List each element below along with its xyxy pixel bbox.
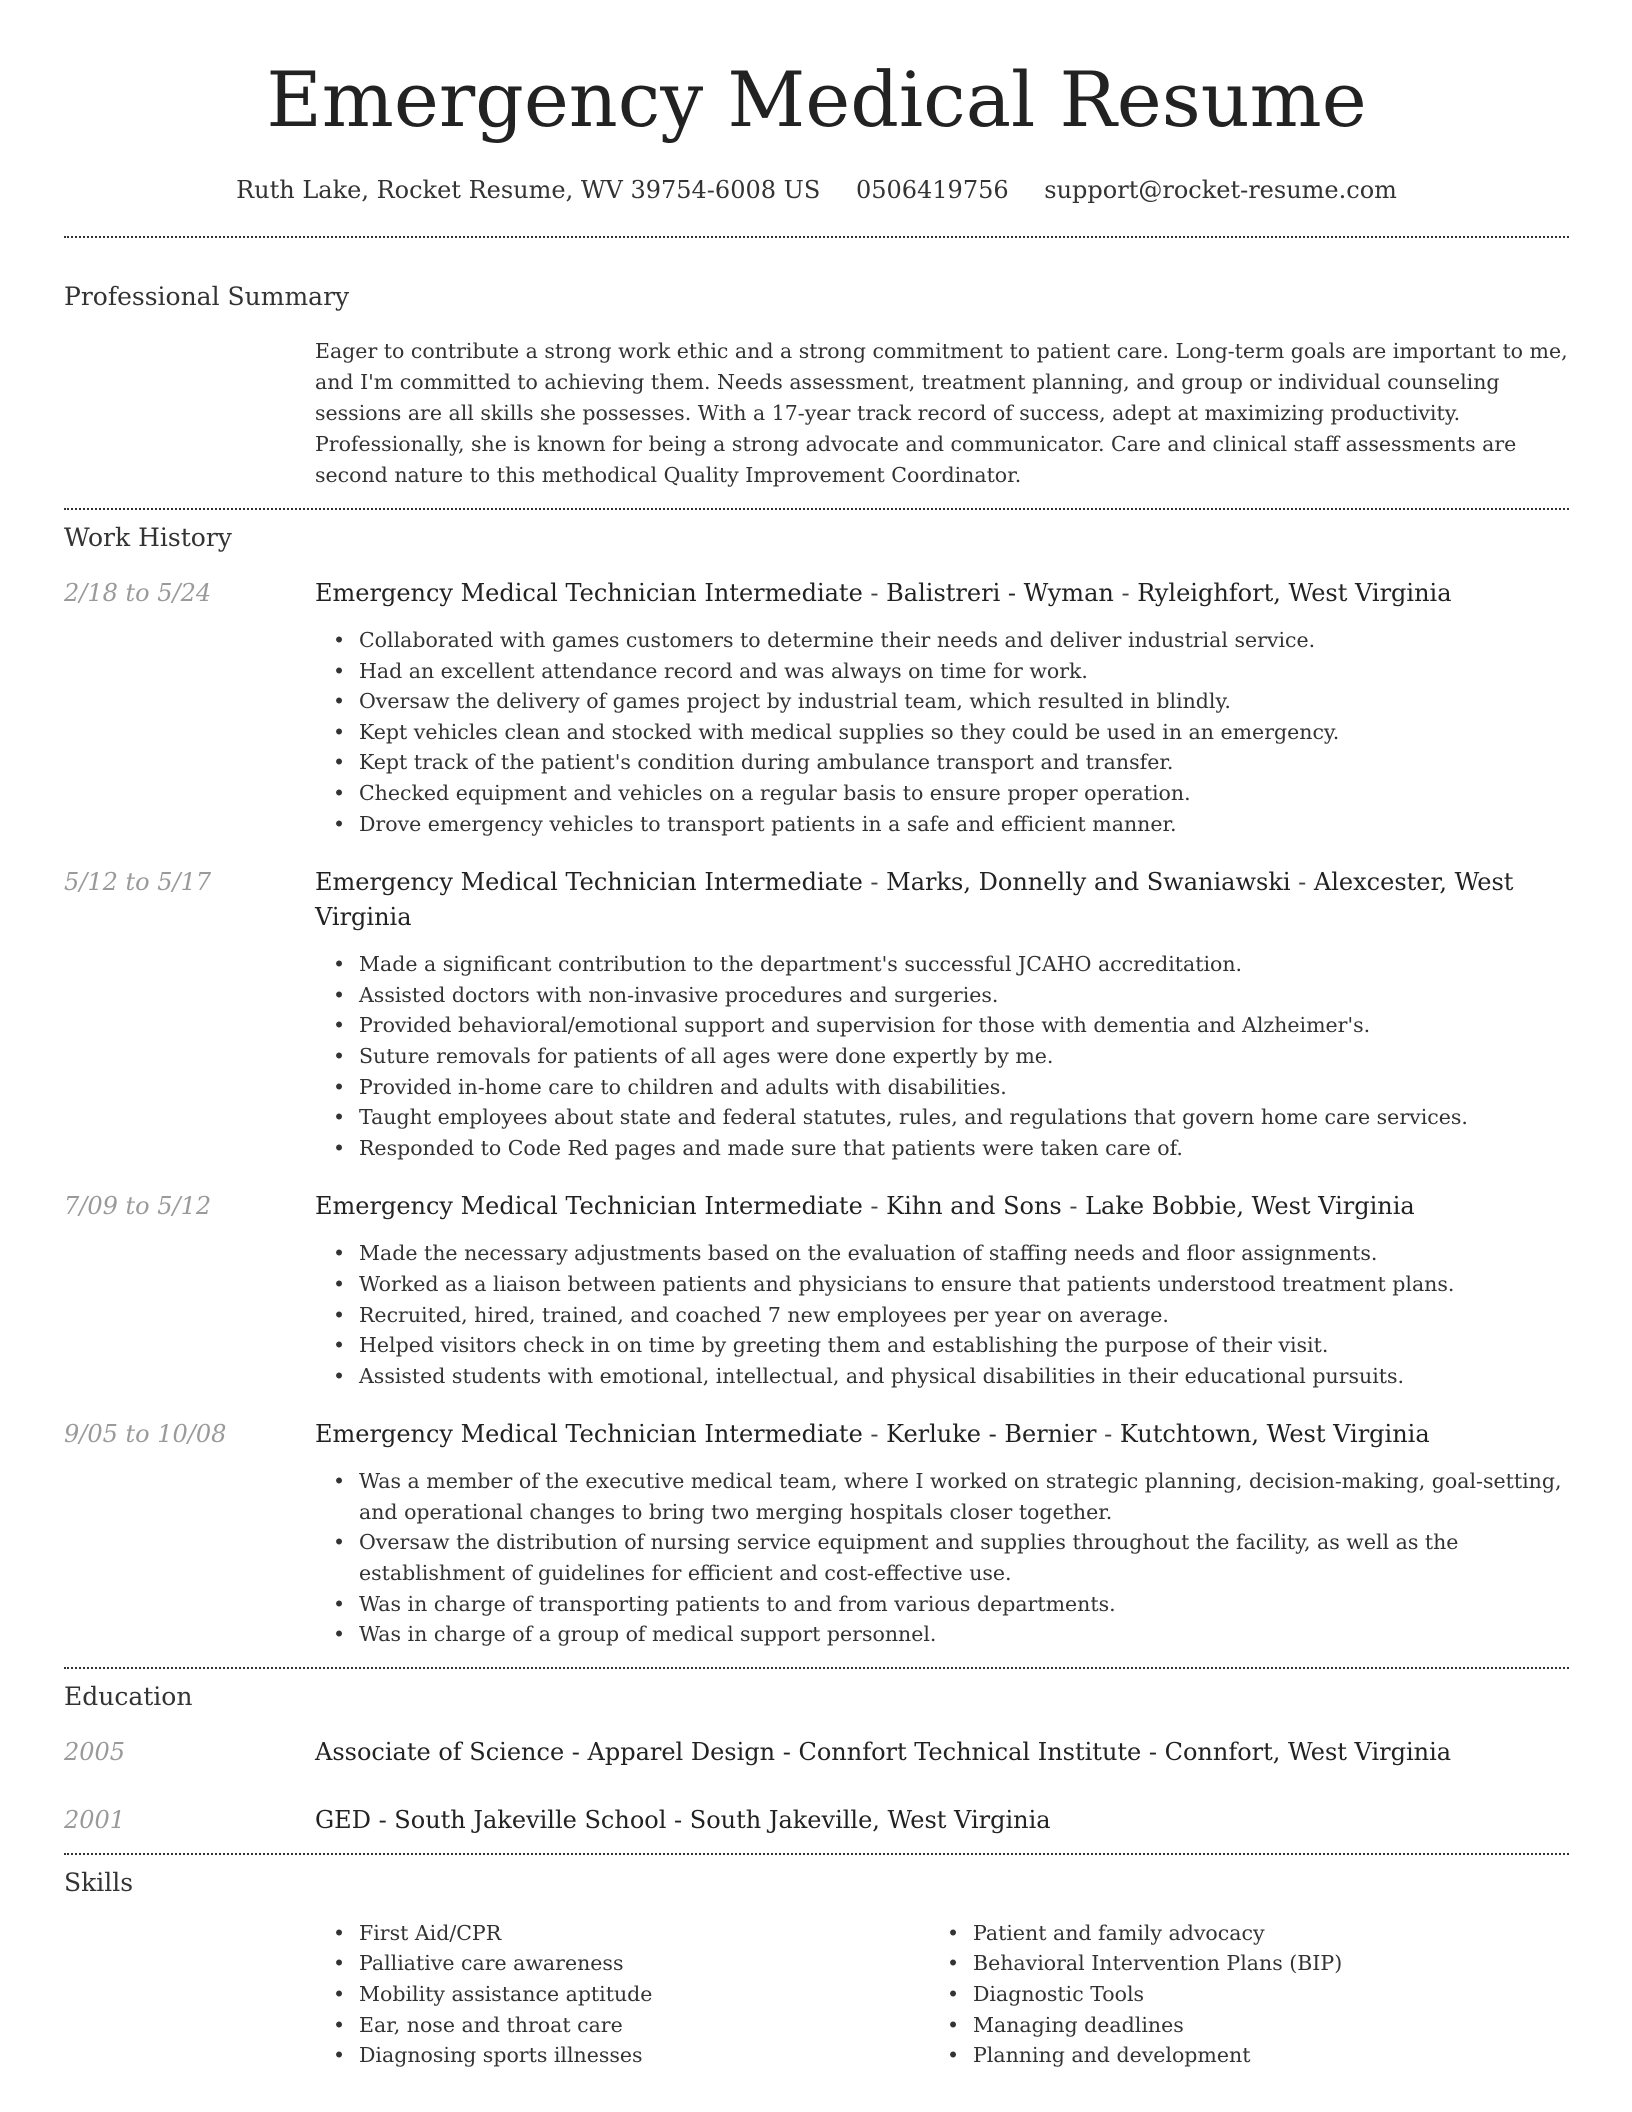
job-entry — [64, 576, 1569, 839]
job-separator: - — [862, 1192, 887, 1221]
job-bullet: • Drove emergency vehicles to transport patients in a safe and efficient manner. — [315, 809, 1569, 840]
job-bullet: • Collaborated with games customers to determine their needs and deliver industrial service. — [315, 625, 1569, 656]
job-bullet-list — [315, 1238, 1569, 1391]
skill-item: • Ear, nose and throat care — [315, 2010, 929, 2041]
skill-item: • Behavioral Intervention Plans (BIP) — [929, 1948, 1543, 1979]
skill-item: • Managing deadlines — [929, 2010, 1543, 2041]
job-details — [315, 576, 1569, 839]
summary-text: Eager to contribute a strong work ethic and a strong commitment to patient care. Long-term goals are important to me, and I'm committed to achieving them. Needs assessment, treatment planning, and group or individual counseling sessions are all skills she possesses. With a 17-year track record of success, adept at maximizing productivity. Professionally, she is known for being a strong advocate and communicator. Care and clinical staff assessments are second nature to this methodical Quality Improvement Coordinator. — [315, 339, 1568, 487]
job-bullet: • Oversaw the distribution of nursing service equipment and supplies throughout the facility, as well as the establishment of guidelines for efficient and cost-effective use. — [315, 1527, 1569, 1588]
section-title-education: Education — [64, 1681, 193, 1711]
job-title-line — [315, 865, 1569, 935]
job-location: Ryleighfort, West Virginia — [1137, 579, 1452, 607]
resume-page — [64, 0, 1569, 2112]
job-bullet: • Taught employees about state and federal statutes, rules, and regulations that govern home care services. — [315, 1102, 1569, 1133]
education-details: GED - South Jakeville School - South Jakeville, West Virginia — [315, 1805, 1051, 1834]
job-bullet: • Provided in-home care to children and adults with disabilities. — [315, 1072, 1569, 1103]
summary-left-spacer — [64, 336, 315, 491]
divider-work — [64, 1667, 1569, 1669]
job-bullet: • Suture removals for patients of all ages were done expertly by me. — [315, 1041, 1569, 1072]
page-title: Emergency Medical Resume — [266, 55, 1367, 144]
job-bullet: • Checked equipment and vehicles on a regular basis to ensure proper operation. — [315, 778, 1569, 809]
job-bullet-list — [315, 1466, 1569, 1650]
job-separator: - — [1061, 1192, 1086, 1221]
job-entry — [64, 865, 1569, 1163]
contact-phone: 0506419756 — [855, 176, 1009, 204]
job-title: Emergency Medical Technician Intermediate — [315, 868, 863, 897]
skills-list-right — [929, 1918, 1543, 2071]
section-title-skills: Skills — [64, 1867, 134, 1897]
job-bullet: • Was in charge of transporting patients to and from various departments. — [315, 1589, 1569, 1620]
job-dates: 2/18 to 5/24 — [64, 579, 212, 607]
job-company: Kihn and Sons — [886, 1192, 1062, 1221]
job-dates: 9/05 to 10/08 — [64, 1420, 227, 1449]
skill-item: • Palliative care awareness — [315, 1948, 929, 1979]
job-separator: - — [862, 579, 887, 607]
job-details — [315, 865, 1569, 1163]
skill-item: • Mobility assistance aptitude — [315, 1979, 929, 2010]
contact-email: support@rocket-resume.com — [1044, 176, 1397, 204]
job-bullet: • Kept track of the patient's condition during ambulance transport and transfer. — [315, 747, 1569, 778]
job-details — [315, 1417, 1569, 1650]
job-entry — [64, 1189, 1569, 1391]
skills-list-left — [315, 1918, 929, 2071]
job-bullet: • Made a significant contribution to the department's successful JCAHO accreditation. — [315, 949, 1569, 980]
skill-item: • Patient and family advocacy — [929, 1918, 1543, 1949]
job-separator: - — [1113, 579, 1138, 607]
job-separator: - — [1290, 868, 1314, 897]
job-bullet: • Worked as a liaison between patients and physicians to ensure that patients understood treatment plans. — [315, 1269, 1569, 1300]
job-title: Emergency Medical Technician Intermediate — [315, 579, 863, 607]
job-bullet: • Had an excellent attendance record and was always on time for work. — [315, 656, 1569, 687]
contact-address: Ruth Lake, Rocket Resume, WV 39754-6008 US — [236, 176, 821, 204]
education-year: 2001 — [64, 1805, 126, 1834]
job-bullet: • Assisted doctors with non-invasive procedures and surgeries. — [315, 980, 1569, 1011]
job-bullet: • Responded to Code Red pages and made sure that patients were taken care of. — [315, 1133, 1569, 1164]
job-separator: - — [862, 1420, 887, 1449]
summary-row — [64, 336, 1569, 491]
skill-item: • First Aid/CPR — [315, 1918, 929, 1949]
section-title-work: Work History — [64, 523, 232, 552]
job-location: Lake Bobbie, West Virginia — [1085, 1192, 1415, 1221]
education-details: Associate of Science - Apparel Design - Connfort Technical Institute - Connfort, West Virginia — [315, 1737, 1452, 1766]
education-entry — [64, 1803, 1569, 1838]
job-location: Kutchtown, West Virginia — [1119, 1420, 1430, 1449]
job-bullet: • Kept vehicles clean and stocked with medical supplies so they could be used in an emergency. — [315, 717, 1569, 748]
job-separator: - — [862, 868, 887, 897]
job-bullet: • Oversaw the delivery of games project by industrial team, which resulted in blindly. — [315, 686, 1569, 717]
job-separator: - — [1096, 1420, 1120, 1449]
job-bullet-list — [315, 949, 1569, 1163]
job-bullet: • Recruited, hired, trained, and coached 7 new employees per year on average. — [315, 1300, 1569, 1331]
education-year: 2005 — [64, 1737, 126, 1766]
job-title: Emergency Medical Technician Intermediate — [315, 1192, 863, 1221]
section-title-summary: Professional Summary — [64, 282, 350, 311]
job-company: Kerluke - Bernier — [886, 1420, 1097, 1449]
skills-left-spacer — [64, 1918, 315, 2071]
job-bullet: • Provided behavioral/emotional support and supervision for those with dementia and Alzheimer's. — [315, 1010, 1569, 1041]
job-bullet-list — [315, 625, 1569, 839]
job-title-line — [315, 1417, 1569, 1452]
job-title: Emergency Medical Technician Intermediate — [315, 1420, 863, 1449]
job-dates: 7/09 to 5/12 — [64, 1192, 212, 1221]
skills-row — [64, 1918, 1569, 2071]
skill-item: • Planning and development — [929, 2040, 1543, 2071]
education-entry — [64, 1735, 1569, 1770]
skills-columns — [315, 1918, 1569, 2071]
job-bullet: • Helped visitors check in on time by greeting them and establishing the purpose of their visit. — [315, 1330, 1569, 1361]
job-details — [315, 1189, 1569, 1391]
job-dates: 5/12 to 5/17 — [64, 868, 212, 897]
divider-header — [64, 236, 1569, 238]
job-title-line — [315, 576, 1569, 611]
contact-line — [64, 174, 1569, 206]
divider-summary — [64, 508, 1569, 510]
job-entry — [64, 1417, 1569, 1650]
job-company: Marks, Donnelly and Swaniawski — [886, 868, 1291, 897]
job-bullet: • Was a member of the executive medical team, where I worked on strategic planning, decision-making, goal-setting, and operational changes to bring two merging hospitals closer together. — [315, 1466, 1569, 1527]
skill-item: • Diagnosing sports illnesses — [315, 2040, 929, 2071]
job-title-line — [315, 1189, 1569, 1224]
skill-item: • Diagnostic Tools — [929, 1979, 1543, 2010]
job-bullet: • Was in charge of a group of medical support personnel. — [315, 1619, 1569, 1650]
job-bullet: • Assisted students with emotional, intellectual, and physical disabilities in their educational pursuits. — [315, 1361, 1569, 1392]
job-company: Balistreri - Wyman — [886, 579, 1114, 607]
job-location: Alexcester, West Virginia — [315, 868, 1514, 932]
divider-education — [64, 1853, 1569, 1855]
job-bullet: • Made the necessary adjustments based on the evaluation of staffing needs and floor assignments. — [315, 1238, 1569, 1269]
